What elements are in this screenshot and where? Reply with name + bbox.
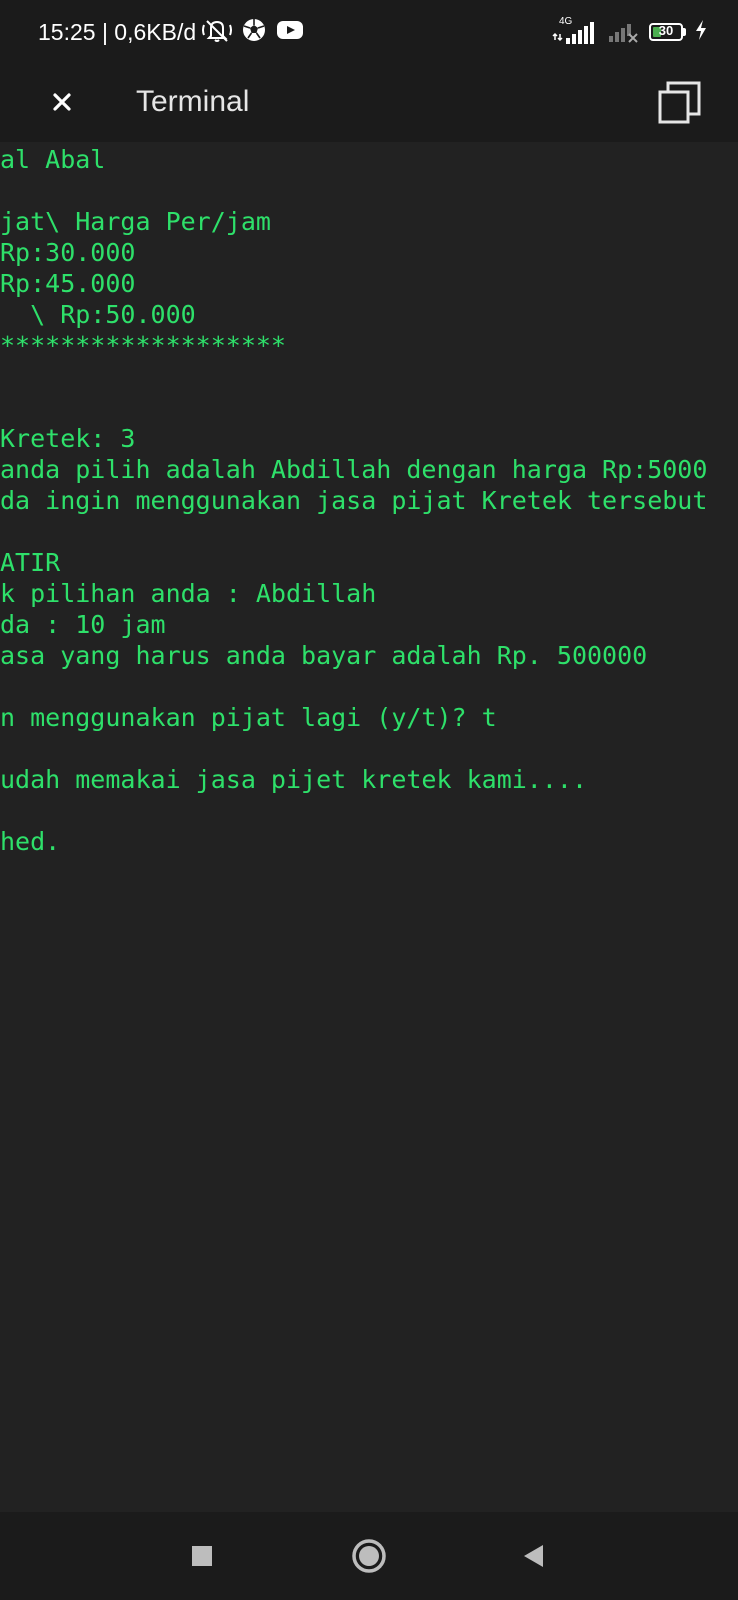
page-title: Terminal — [136, 85, 250, 118]
terminal-line: da ingin menggunakan jasa pijat Kretek tersebut — [0, 486, 708, 515]
home-circle-icon — [349, 1536, 389, 1576]
terminal-line: ******************* — [0, 331, 286, 360]
status-icons-left — [202, 18, 304, 46]
terminal-line: da : 10 jam — [0, 610, 166, 639]
charging-icon — [694, 19, 708, 45]
close-icon — [51, 91, 73, 113]
terminal-line: al Abal — [0, 145, 106, 174]
terminal-line: n menggunakan pijat lagi (y/t)? t — [0, 703, 497, 732]
terminal-line: anda pilih adalah Abdillah dengan harga Rp:5000 — [0, 455, 708, 484]
windows-icon — [657, 79, 703, 125]
app-bar — [0, 64, 738, 142]
back-triangle-icon — [521, 1543, 547, 1569]
network-label: 4G — [559, 16, 573, 27]
recents-button[interactable] — [178, 1532, 226, 1580]
terminal-line: asa yang harus anda bayar adalah Rp. 500000 — [0, 641, 648, 670]
mute-notifications-icon — [202, 17, 232, 47]
navigation-bar — [0, 1512, 738, 1600]
home-button[interactable] — [345, 1532, 393, 1580]
terminal-line: Kretek: 3 — [0, 424, 136, 453]
terminal-line: \ Rp:50.000 — [0, 300, 196, 329]
terminal-output[interactable] — [0, 142, 738, 1512]
youtube-icon — [276, 19, 304, 45]
terminal-line: Rp:45.000 — [0, 269, 136, 298]
windows-button[interactable] — [650, 72, 710, 132]
close-button[interactable] — [40, 80, 84, 124]
signal-icon — [551, 18, 599, 46]
no-signal-icon — [607, 16, 641, 48]
status-time: 15:25 | 0,6KB/d — [38, 19, 197, 45]
battery-level: 30 — [658, 23, 674, 38]
back-button[interactable] — [510, 1532, 558, 1580]
status-bar — [0, 0, 738, 64]
terminal-line: ATIR — [0, 548, 61, 577]
terminal-line: k pilihan anda : Abdillah — [0, 579, 377, 608]
soccer-ball-icon — [242, 18, 266, 46]
terminal-line: jat\ Harga Per/jam — [0, 207, 271, 236]
status-icons-right — [551, 16, 708, 48]
terminal-line: Rp:30.000 — [0, 238, 136, 267]
battery-icon — [649, 23, 686, 41]
recents-square-icon — [190, 1544, 214, 1568]
terminal-line: udah memakai jasa pijet kretek kami.... — [0, 765, 587, 794]
terminal-line: hed. — [0, 827, 61, 856]
